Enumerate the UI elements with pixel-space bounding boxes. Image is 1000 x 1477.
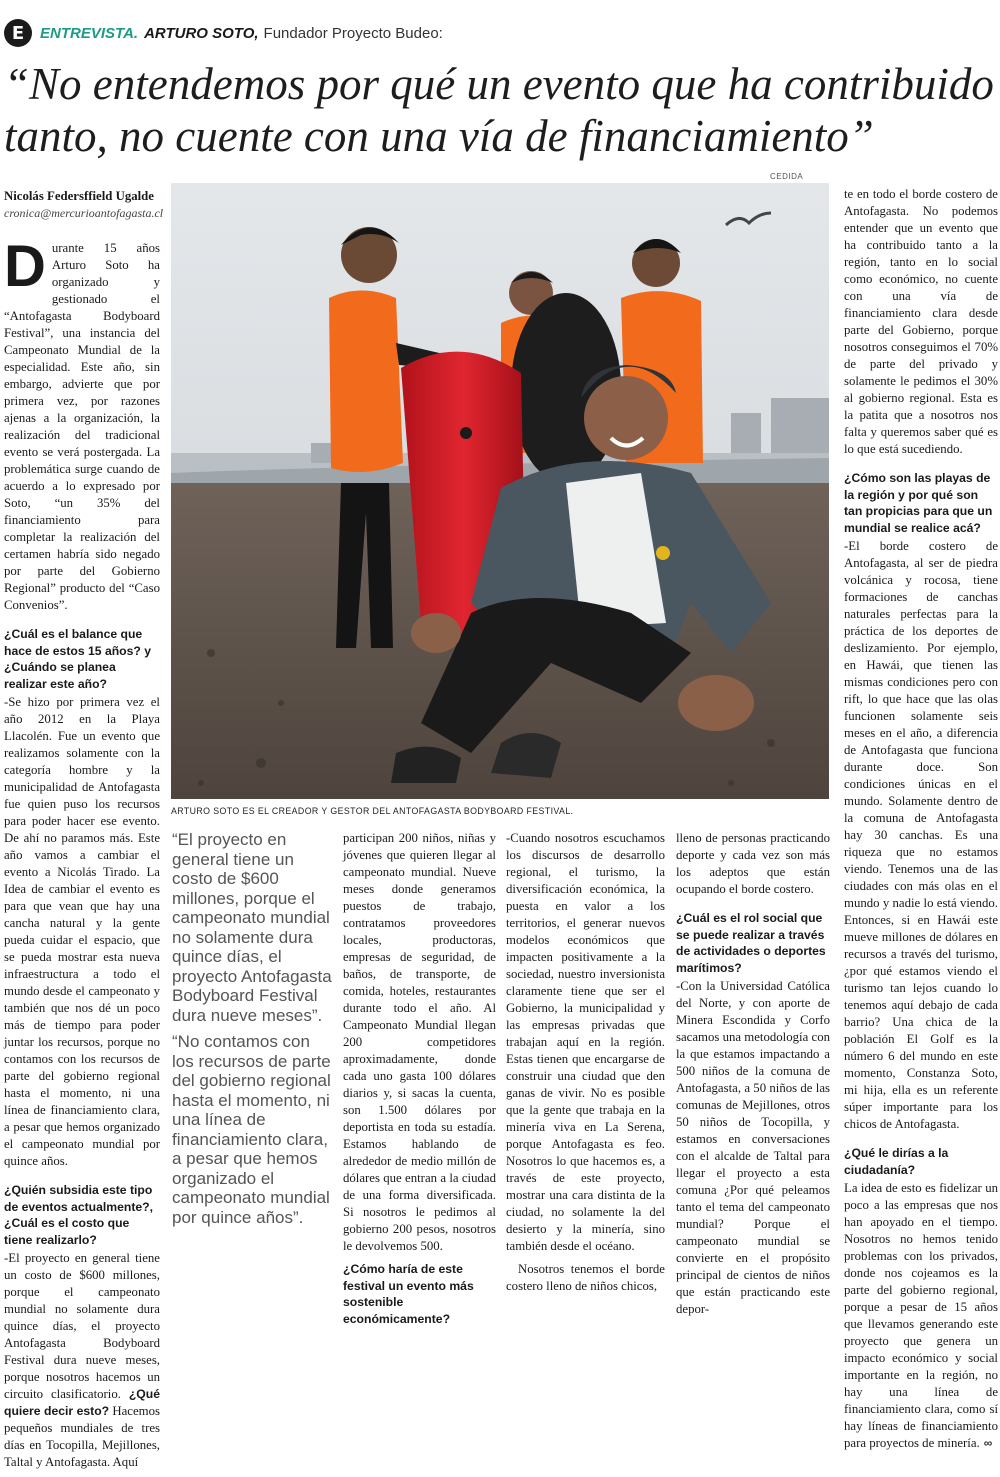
photo-caption: ARTURO SOTO ES EL CREADOR Y GESTOR DEL ANTOFAGASTA BODYBOARD FESTIVAL. bbox=[171, 806, 574, 816]
col6-question-2: ¿Qué le dirías a la ciudadanía? bbox=[844, 1146, 949, 1177]
col5-answer-2: -Con la Universidad Católica del Norte, y con aporte de Minera Escondida y Corfo sacamos una metodología con la que estamos impactando a 500 niños de la comuna de Antofagasta, a 50 niños de las comunas de Mejillones, otros 50 niños de Tocopilla, y estamos en conversaciones con el alcalde de Taltal para llegar el proyecto a esta comuna ¿Por qué peleamos tanto el tema del campeonato mundial? Porque el campeonato mundial se convierte en el propósito principal de cientos de niños que están practicando este depor- bbox=[676, 979, 830, 1316]
column-3 bbox=[343, 830, 496, 1329]
interviewee-name: ARTURO SOTO, bbox=[144, 24, 259, 42]
col3-question: ¿Cómo haría de este festival un evento más sostenible económicamente? bbox=[343, 1262, 474, 1326]
col5-answer-1: lleno de personas practicando deporte y cada vez son más los adeptos que están ocupando el borde costero. bbox=[676, 831, 830, 896]
col6-answer-3-text: La idea de esto es fidelizar un poco a las empresas que nos han apoyado en el tiempo. Nosotros no hemos tenido problemas con los privados, donde nos cojeamos es la parte del gobierno regional, porque a pesar de 15 años que llevamos generando este proyecto que genera un impacto económico y social importante en la región, no hay una línea de financiamiento clara, como sí hay líneas de financiamiento para proyectos de minería. bbox=[844, 1181, 998, 1450]
byline-author: Nicolás Federsffield Ugalde bbox=[4, 189, 154, 203]
question-3: ¿Qué quiere decir esto? bbox=[4, 1387, 161, 1418]
beach-photo-illustration bbox=[171, 183, 829, 799]
intro-paragraph bbox=[4, 234, 160, 614]
section-badge: E bbox=[4, 19, 32, 47]
answer-2-text: -El proyecto en general tiene un costo de $600 millones, porque el campeonato mundial no solamente dura quince días, el proyecto Antofagasta Bodyboard Festival dura nueve meses, porque nosotros hacemos un circuito clasificatorio. bbox=[4, 1251, 160, 1401]
headline-line-2: tanto, no cuente con una vía de financiamiento” bbox=[4, 111, 874, 161]
byline-email: cronica@mercurioantofagasta.cl bbox=[4, 206, 164, 220]
col6-answer-2: -El borde costero de Antofagasta, al ser de piedra volcánica y rocosa, tiene formaciones de canchas naturales perfectas para la práctica de los deportes de deslizamiento. Por ejemplo, en Hawái, que tienen las mismas condiciones pero con rift, lo que hace que las olas funcionen solamente seis meses en el año, a diferencia de Antofagasta que funciona durante doce. Son condiciones únicas en el mundo. Solamente dentro de la comuna de Antofagasta hay 30 canchas. Es una riqueza que no estamos viendo. Tenemos una de las ciudades con más olas en el mundo y nadie lo está viendo. Entonces, si en Hawái este mueve millones de dólares en recursos a través del turismo, ¿por qué estamos viendo el turismo tan lejos cuando lo tenemos aquí debajo de cada barrio? Una chica de la población El Golf es la número 6 del mundo en este momento, Constanza Soto, mi hija, ella es un referente súper importante para los chicos de Antofagasta. bbox=[844, 539, 998, 1131]
pull-quote-2: “No contamos con los recursos de parte del gobierno regional hasta el momento, ni una línea de financiamiento clara, a pesar que hemos organizado el campeonato mundial por quince años”. bbox=[172, 1032, 331, 1227]
col3-answer: participan 200 niños, niñas y jóvenes que quieren llegar al campeonato mundial. Nueve meses donde generamos puestos de trabajo, contratamos proveedores locales, productoras, empresas de seguridad, de baños, de transporte, de comida, hoteles, restaurantes durante todo el año. Al Campeonato Mundial llegan 200 competidores aproximadamente, donde cada uno gasta 100 dólares diarios y, si sacas la cuenta, son 1.500 dólares por deportista en toda su estadía. Estamos hablando de alrededor de medio millón de dólares que entran a la ciudad de una forma diversificada. Si nosotros le pedimos al gobierno 200 pesos, nosotros le devolvemos 500. bbox=[343, 831, 496, 1253]
photo-credit: CEDIDA bbox=[770, 172, 804, 181]
main-photo bbox=[171, 183, 829, 799]
dropcap: D bbox=[4, 234, 46, 299]
kicker bbox=[4, 18, 443, 48]
col6-answer-3 bbox=[844, 1180, 998, 1452]
answer-1: -Se hizo por primera vez el año 2012 en la Playa Llacolén. Fue un evento que realizamos solamente con la categoría hombre y la municipalidad de Antofagasta fue quien puso los recursos para poder hacer ese evento. De ahí no paramos más. Este año vamos a cambiar el evento a Nicolás Tirado. La Idea de cambiar el evento es para que vean que hay una cancha natural y la gente pueda cuidar el espacio, que se pueda mostrar esta nueva infraestructura a todo el mundo desde el campeonato y también que nos dé un poco más de tiempo para poder juntar los recursos, porque no contamos con los recursos de parte del gobierno regional hasta el momento, ni una línea de financiamiento clara, a pesar que hemos organizado el campeonato mundial por quince años. bbox=[4, 695, 160, 1168]
answer-2 bbox=[4, 1250, 160, 1471]
question-2: ¿Quién subsidia este tipo de eventos actualmente?, ¿Cuál es el costo que tiene realizarlo? bbox=[4, 1183, 154, 1247]
col6-answer-1: te en todo el borde costero de Antofagasta. No podemos entender que un evento que ha contribuido tanto a la región, tanto en lo social como económico, no cuente con una vía de financiamiento clara desde parte del Gobierno, porque nosotros conseguimos el 70% de parte del privado y solamente le pedimos el 30% al gobierno regional. Esta es la patita que a nosotros nos falta y queremos saber qué es lo que está sucediendo. bbox=[844, 187, 998, 456]
column-5 bbox=[676, 830, 830, 1324]
headline bbox=[4, 58, 996, 162]
pull-quote-1: “El proyecto en general tiene un costo de $600 millones, porque el campeonato mundial no solamente dura quince días, el proyecto Antofagasta Bodyboard Festival dura nueve meses”. bbox=[172, 830, 332, 1025]
col6-question-1: ¿Cómo son las playas de la región y por qué son tan propicias para que un mundial se realice acá? bbox=[844, 471, 993, 535]
intro-text: urante 15 años Arturo Soto ha organizado y gestionado el “Antofagasta Bodyboard Festival”, una instancia del Campeonato Mundial de la especialidad. Este año, sin embargo, advierte que por primera vez, por razones ajenas a la organización, la realización del tradicional evento se verá postergada. La problemática surge cuando de acuerdo a lo expresado por Soto, “un 35% del financiamiento para completar la realización del certamen habría sido negado por parte del Gobierno Regional” producto del “Caso Convenios”. bbox=[4, 241, 160, 612]
col4-answer-2: Nosotros tenemos el borde costero lleno de niños chicos, bbox=[506, 1262, 665, 1293]
section-label: ENTREVISTA. bbox=[40, 24, 139, 42]
column-4 bbox=[506, 830, 665, 1301]
col4-answer: -Cuando nosotros escuchamos los discursos de desarrollo regional, el turismo, la diversificación económica, la puesta en valor a los territorios, el generar nuevos modelos económicos que impacten positivamente a la sociedad, nuestro inversionista claramente tiene que ser el Gobierno, la municipalidad y las empresas privadas que trabajan aquí en la región. Estas tienen que encargarse de construir una ciudad que den ganas de vivir. No es posible que la gente que trabaja en la minería viva en La Serena, porque Antofagasta es feo. Nosotros lo que hacemos es, a través de este proyecto, mostrar una cara distinta de la ciudad, no solamente la del desierto y la minería, sino también desde el océano. bbox=[506, 831, 665, 1253]
answer-3-text: Hacemos pequeños mundiales de tres días en Tocopilla, Mejillones, Taltal y Antofagasta. Aquí bbox=[4, 1404, 160, 1469]
headline-line-1: “No entendemos por qué un evento que ha contribuido bbox=[4, 59, 994, 109]
interviewee-role: Fundador Proyecto Budeo: bbox=[263, 24, 443, 42]
end-mark-icon: ∞ bbox=[983, 1436, 993, 1450]
question-1: ¿Cuál es el balance que hace de estos 15 años? y ¿Cuándo se planea realizar este año? bbox=[4, 627, 151, 691]
col5-question: ¿Cuál es el rol social que se puede realizar a través de actividades o deportes marítimos? bbox=[676, 911, 826, 975]
column-6 bbox=[844, 186, 998, 1458]
column-1 bbox=[4, 188, 164, 1477]
